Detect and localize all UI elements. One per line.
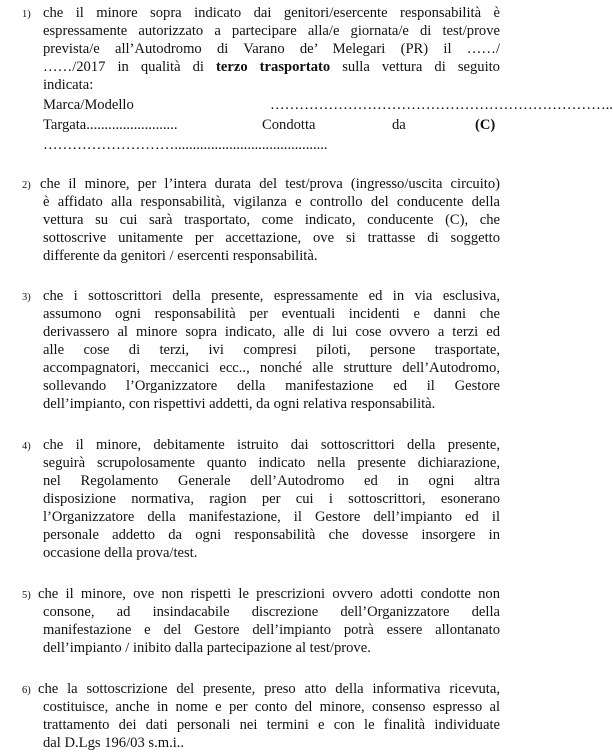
clause-2-line-1: che il minore, per l’intera durata del test/prova (ingresso/uscita circuito)	[40, 176, 500, 192]
clause-3-line-2: assumono ogni responsabilità per eventuali incidenti e danni che	[43, 306, 500, 322]
clause-1-line-3: prevista/e all’Autodromo di Varano de’ Melegari (PR) il ……/	[43, 41, 500, 57]
clause-6-line-2: costituisce, anche in nome e per conto del minore, consenso espresso al	[43, 699, 500, 715]
clause-3-number: 3)	[22, 292, 31, 303]
clause-6-line-1: che la sottoscrizione del presente, preso atto della informativa ricevuta,	[38, 681, 500, 697]
clause-4-line-2: seguirà scrupolosamente quanto indicato nella presente dichiarazione,	[43, 455, 500, 471]
clause-3-line-5: accompagnatori, meccanici ecc.., nonché alle strutture dell’Autodromo,	[43, 360, 500, 376]
terzo-trasportato-bold: terzo trasportato	[216, 59, 331, 75]
clause-5-line-4: dell’impianto / inibito dalla partecipazione al test/prove.	[43, 640, 371, 656]
da-label: da	[392, 117, 406, 133]
condotta-label: Condotta	[262, 117, 316, 133]
c-label: (C)	[475, 117, 496, 133]
clause-2-number: 2)	[22, 180, 31, 191]
clause-5-line-2: consone, ad insindacabile discrezione dell’Organizzatore della	[43, 604, 500, 620]
clause-5-line-1: che il minore, ove non rispetti le prescrizioni ovvero adotti condotte non	[38, 586, 500, 602]
clause-3-line-1: che i sottoscrittori della presente, espressamente ed in via esclusiva,	[43, 288, 500, 304]
clause-4-line-7: occasione della prova/test.	[43, 545, 198, 561]
clause-1-line-5: indicata:	[43, 77, 94, 93]
targata-field[interactable]: Targata.........................	[43, 117, 178, 133]
conducente-field[interactable]: ………………………..........................................	[43, 137, 328, 153]
clause-4-line-1: che il minore, debitamente istruito dai sottoscrittori della presente,	[43, 437, 500, 453]
clause-2-line-3: vettura su cui sarà trasportato, come indicato, conducente (C), che	[43, 212, 500, 228]
clause-1-line-2: espressamente autorizzato a partecipare alla/e giornata/e di test/prove	[43, 23, 500, 39]
clause-4-line-6: personale addetto da ogni responsabilità che dovesse insorgere in	[43, 527, 500, 543]
clause-6-line-3: trattamento dei dati personali nei termini e con le finalità individuate	[43, 717, 500, 733]
clause-4-line-3: nel Regolamento Generale dell’Autodromo ed in ogni altra	[43, 473, 500, 489]
clause-4-number: 4)	[22, 441, 31, 452]
marca-modello-field[interactable]: ……………………………………………………………..	[270, 97, 613, 113]
clause-3-line-3: derivassero al minore sopra indicato, alle di lui cose ovvero a terzi ed	[43, 324, 500, 340]
clause-1-line-1: che il minore sopra indicato dai genitori/esercente responsabilità è	[43, 5, 500, 21]
clause-6-number: 6)	[22, 685, 31, 696]
clause-3-line-7: dell’impianto, con rispettivi addetti, da ogni relativa responsabilità.	[43, 396, 436, 412]
clause-4-line-4: disposizione normativa, ragion per cui i sottoscrittori, esonerano	[43, 491, 500, 507]
clause-6-line-4: dal D.Lgs 196/03 s.m.i..	[43, 735, 185, 751]
clause-2-line-4: sottoscrive unitamente per accettazione, ove si trattasse di soggetto	[43, 230, 500, 246]
clause-2-line-5: differente da genitori / esercenti responsabilità.	[43, 248, 318, 264]
clause-4-line-5: l’Organizzatore della manifestazione, il Gestore dell’impianto ed il	[43, 509, 500, 525]
marca-modello-label: Marca/Modello	[43, 97, 134, 113]
clause-1-number: 1)	[22, 9, 31, 20]
clause-3-line-4: alle cose di terzi, ivi compresi piloti, persone trasportate,	[43, 342, 500, 358]
clause-5-line-3: manifestazione e del Gestore dell’impianto potrà essere allontanato	[43, 622, 500, 638]
clause-5-number: 5)	[22, 590, 31, 601]
clause-1-line-4: ……/2017 in qualità di terzo trasportato sulla vettura di seguito	[43, 59, 500, 75]
clause-2-line-2: è affidato alla responsabilità, vigilanza e controllo del conducente della	[43, 194, 500, 210]
clause-3-line-6: sollevando l’Organizzatore della manifestazione ed il Gestore	[43, 378, 500, 394]
